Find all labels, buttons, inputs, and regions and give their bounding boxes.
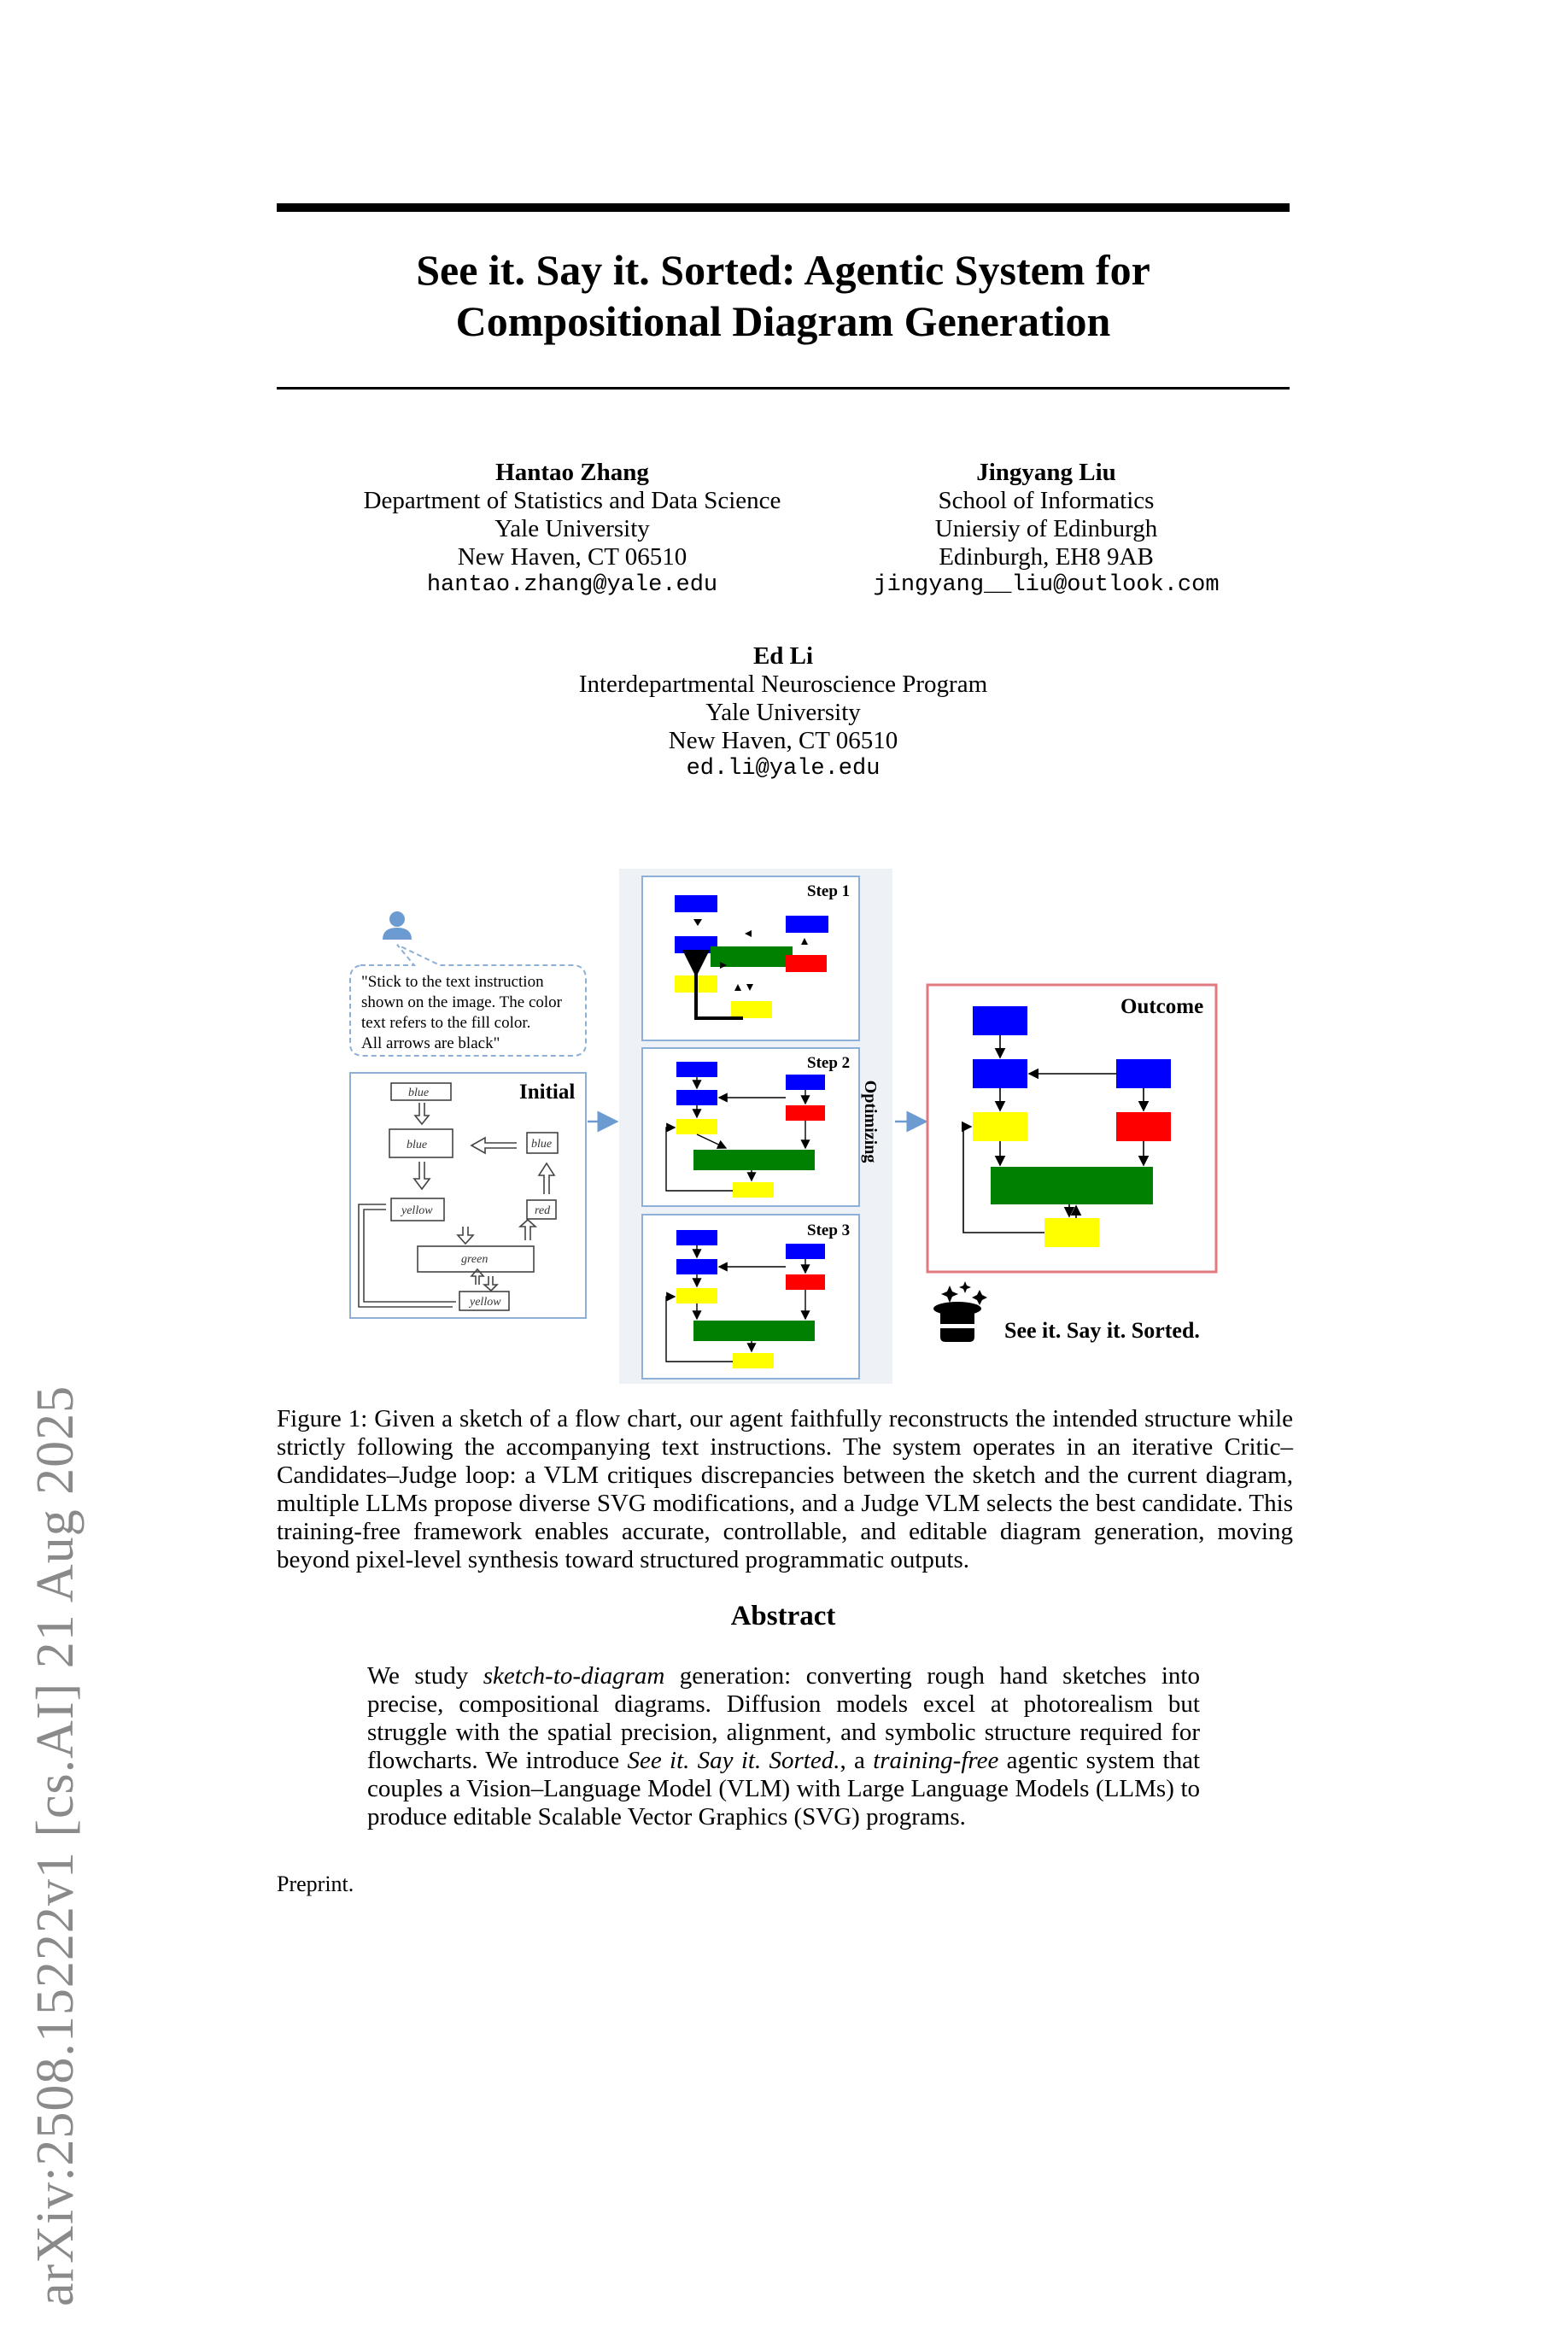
step-3-panel xyxy=(642,1215,859,1379)
title-line-2: Compositional Diagram Generation xyxy=(455,297,1111,345)
step-2-panel xyxy=(642,1048,859,1206)
abstract-text-3: , a xyxy=(840,1747,874,1774)
figure-caption: Figure 1: Given a sketch of a flow chart, our agent faithfully reconstructs the intended structure while strictly following the accompanying text instructions. The system operates in an iterative Critic–Candidates–Judge loop: a VLM critiques discrepancies between the sketch and the current diagram, multiple LLMs propose diverse SVG modifications, and a Judge VLM selects the best candidate. This training-free framework enables accurate, controllable, and editable diagram generation, moving beyond pixel-level synthesis toward structured programmatic outputs. xyxy=(277,1405,1293,1573)
author-address: Edinburgh, EH8 9AB xyxy=(939,543,1154,571)
step-1-label: Step 1 xyxy=(807,882,851,900)
sketch-label-2: blue xyxy=(407,1139,428,1151)
author-address: New Haven, CT 06510 xyxy=(668,727,898,754)
author-email: jingyang__liu@outlook.com xyxy=(873,572,1220,598)
sketch-label-7: yellow xyxy=(470,1296,501,1309)
sketch-label-5: red xyxy=(535,1204,551,1217)
sketch-label-3: blue xyxy=(531,1138,553,1151)
tagline: See it. Say it. Sorted. xyxy=(1004,1318,1200,1343)
abstract-italic-2: See it. Say it. Sorted. xyxy=(627,1747,840,1774)
abstract-heading: Abstract xyxy=(730,1601,836,1631)
author-address: New Haven, CT 06510 xyxy=(457,543,687,571)
initial-label: Initial xyxy=(519,1081,576,1104)
author-name: Jingyang Liu xyxy=(976,459,1116,486)
outcome-label: Outcome xyxy=(1120,995,1204,1018)
bubble-line-2: shown on the image. The color xyxy=(361,993,562,1011)
abstract-body xyxy=(367,1662,1200,1831)
step-3-label: Step 3 xyxy=(807,1221,851,1239)
sketch-label-1: blue xyxy=(408,1087,430,1099)
author-name: Hantao Zhang xyxy=(495,459,649,486)
author-email: ed.li@yale.edu xyxy=(686,756,881,782)
author-email: hantao.zhang@yale.edu xyxy=(426,572,718,598)
author-org: Uniersiy of Edinburgh xyxy=(934,515,1158,542)
author-org: Yale University xyxy=(705,699,861,726)
author-name: Ed Li xyxy=(752,642,814,670)
bubble-line-1: "Stick to the text instruction xyxy=(361,973,544,991)
title-line-1: See it. Say it. Sorted: Agentic System for xyxy=(416,246,1150,294)
author-dept: Interdepartmental Neuroscience Program xyxy=(578,671,988,698)
initial-panel xyxy=(350,1073,586,1318)
author-dept: School of Informatics xyxy=(938,487,1155,514)
abstract-text-4: agentic system that couples a Vision–Language Model (VLM) with Large Language Models (LLMs) to produce editable Scalable Vector Graphics (SVG) programs. xyxy=(367,1747,1201,1831)
author-org: Yale University xyxy=(494,515,650,542)
bubble-line-3: text refers to the fill color. xyxy=(361,1014,531,1032)
abstract-italic-1: sketch-to-diagram xyxy=(483,1662,665,1690)
bubble-line-4: All arrows are black" xyxy=(361,1034,500,1052)
arxiv-id: arXiv:2508.15222v1 [cs.AI] 21 Aug 2025 xyxy=(26,1385,85,2306)
footer-preprint: Preprint. xyxy=(277,1872,354,1896)
abstract-text-2: generation: converting rough hand sketches into precise, compositional diagrams. Diffusion models excel at photorealism but struggle with the spatial precision, alignment, and symbolic structure required for flowcharts. We introduce xyxy=(367,1662,1200,1774)
abstract-text-1: We study xyxy=(367,1662,483,1690)
outcome-panel xyxy=(927,985,1216,1272)
optimizing-label: Optimizing xyxy=(861,1080,880,1163)
instruction-bubble xyxy=(350,945,586,1056)
sketch-label-6: green xyxy=(461,1253,489,1266)
step-1-panel xyxy=(642,876,859,1040)
sketch-label-4: yellow xyxy=(401,1204,433,1217)
user-icon xyxy=(383,911,412,940)
magic-hat-icon xyxy=(933,1281,987,1342)
author-dept: Department of Statistics and Data Science xyxy=(363,487,781,514)
step-2-label: Step 2 xyxy=(807,1054,851,1072)
abstract-italic-3: training-free xyxy=(873,1747,999,1774)
